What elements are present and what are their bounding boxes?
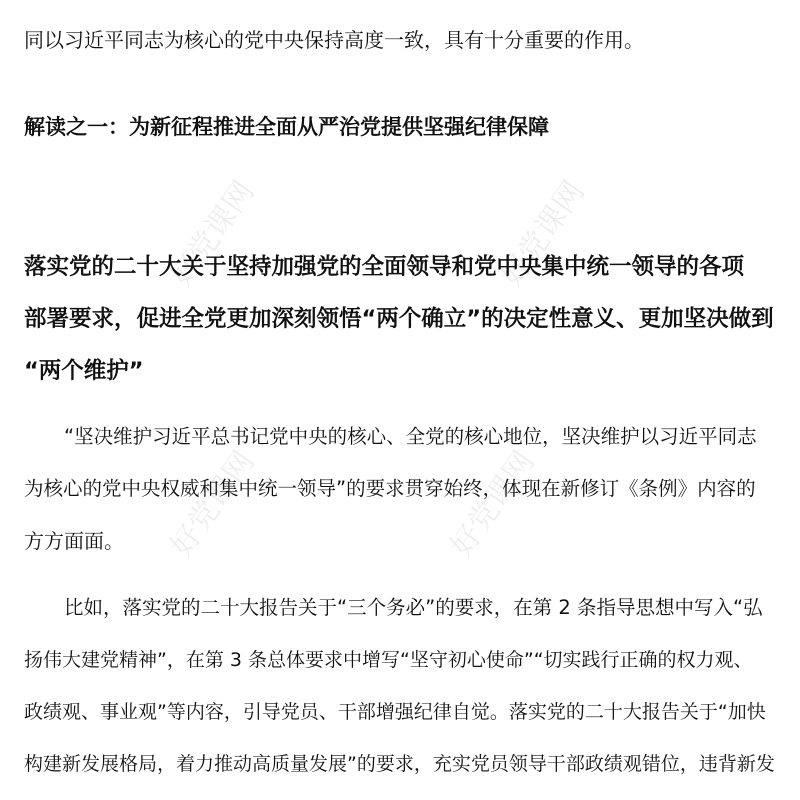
paragraph-line: 为核心的党中央权威和集中统一领导”的要求贯穿始终，体现在新修订《条例》内容的 [24, 477, 756, 500]
paragraph-line: 构建新发展格局，着力推动高质量发展”的要求，充实党员领导干部政绩观错位，违背新发 [24, 753, 775, 775]
subheading-line: 部署要求，促进全党更加深刻领悟“两个确立”的决定性意义、更加坚决做到 [24, 306, 774, 332]
subheading-line: 落实党的二十大关于坚持加强党的全面领导和党中央集中统一领导的各项 [24, 254, 745, 280]
watermark-text: 好党课网 [444, 444, 542, 564]
paragraph-line: “坚决维护习近平总书记党中央的核心、全党的核心地位，坚决维护以习近平同志 [64, 425, 757, 448]
watermark-text: 好党课网 [494, 174, 592, 294]
subheading-line: “两个维护” [24, 358, 144, 384]
paragraph-line: 政绩观、事业观”等内容，引导党员、干部增强纪律自觉。落实党的二十大报告关于“加快 [24, 701, 766, 723]
paragraph-line: 比如，落实党的二十大报告关于“三个务必”的要求，在第 2 条指导思想中写入“弘 [64, 596, 763, 619]
section-heading: 解读之一：为新征程推进全面从严治党提供坚强纪律保障 [24, 115, 549, 139]
watermark-text: 好党课网 [164, 444, 262, 564]
paragraph-line: 同以习近平同志为核心的党中央保持高度一致，具有十分重要的作用。 [24, 28, 644, 52]
paragraph-line: 扬伟大建党精神”，在第 3 条总体要求中增写“坚守初心使命”“切实践行正确的权力观、 [24, 649, 753, 671]
paragraph-line: 方方面面。 [24, 529, 124, 553]
watermark-text: 好党课网 [164, 174, 262, 294]
